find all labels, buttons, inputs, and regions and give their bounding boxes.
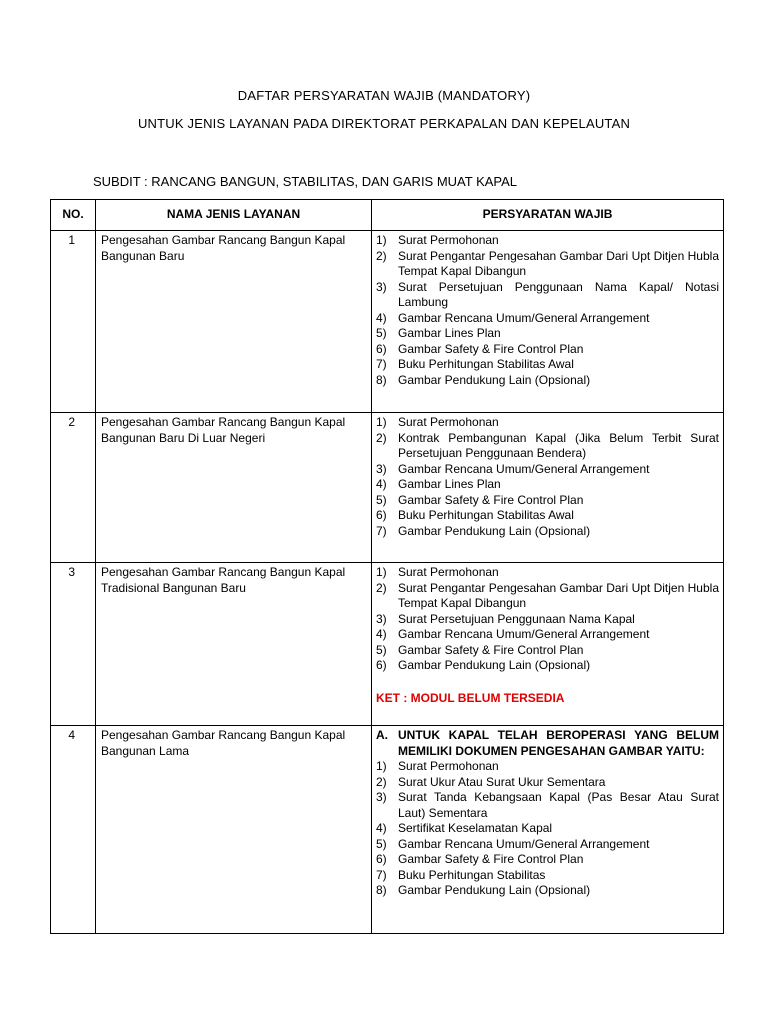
row-number: 4: [51, 726, 96, 934]
table-row: [51, 413, 724, 563]
document-title: DAFTAR PERSYARATAN WAJIB (MANDATORY): [237, 88, 531, 103]
subdit-heading: SUBDIT : RANCANG BANGUN, STABILITAS, DAN GARIS MUAT KAPAL: [93, 174, 518, 189]
list-item: 6) Gambar Pendukung Lain (Opsional): [376, 658, 591, 672]
section-label: A.: [376, 728, 388, 742]
header-service-name: NAMA JENIS LAYANAN: [96, 200, 372, 231]
requirements-list: [376, 565, 719, 674]
requirements-table: [50, 199, 724, 934]
list-item: 5) Gambar Lines Plan: [376, 326, 501, 340]
list-item: 4) Sertifikat Keselamatan Kapal: [376, 821, 553, 835]
section-heading: [376, 728, 719, 759]
list-item: 5) Gambar Safety & Fire Control Plan: [376, 492, 584, 507]
table-row: [51, 726, 724, 934]
list-item: 2) Surat Pengantar Pengesahan Gambar Dari Upt Ditjen Hubla Tempat Kapal Dibangun: [376, 580, 719, 610]
list-item: 3) Surat Persetujuan Penggunaan Nama Kapal: [376, 611, 635, 626]
service-name: Pengesahan Gambar Rancang Bangun Kapal Bangunan Baru: [96, 231, 372, 413]
document-subtitle: UNTUK JENIS LAYANAN PADA DIREKTORAT PERKAPALAN DAN KEPELAUTAN: [137, 116, 631, 131]
section-title: UNTUK KAPAL TELAH BEROPERASI YANG BELUM MEMILIKI DOKUMEN PENGESAHAN GAMBAR YAITU:: [398, 728, 719, 758]
list-item: 1) Surat Permohonan: [376, 415, 499, 429]
list-item: 7) Buku Perhitungan Stabilitas: [376, 867, 546, 882]
list-item: 5) Gambar Rencana Umum/General Arrangement: [376, 836, 650, 851]
list-item: 3) Surat Persetujuan Penggunaan Nama Kapal/ Notasi Lambung: [376, 279, 719, 309]
list-item: 7) Gambar Pendukung Lain (Opsional): [376, 523, 591, 538]
list-item: 4) Gambar Rencana Umum/General Arrangement: [376, 627, 650, 641]
requirements-cell: [372, 563, 724, 726]
list-item: 5) Gambar Safety & Fire Control Plan: [376, 642, 584, 657]
list-item: 8) Gambar Pendukung Lain (Opsional): [376, 372, 591, 387]
list-item: 3) Surat Tanda Kebangsaan Kapal (Pas Besar Atau Surat Laut) Sementara: [376, 790, 719, 820]
list-item: 3) Gambar Rencana Umum/General Arrangement: [376, 461, 650, 476]
header-no: NO.: [51, 200, 96, 231]
list-item: 6) Buku Perhitungan Stabilitas Awal: [376, 508, 574, 522]
list-item: 2) Kontrak Pembangunan Kapal (Jika Belum Terbit Surat Persetujuan Penggunaan Bendera): [376, 430, 719, 460]
row-number: 2: [51, 413, 96, 563]
module-unavailable-note: KET : MODUL BELUM TERSEDIA: [376, 690, 565, 705]
row-number: 1: [51, 231, 96, 413]
header-requirements: PERSYARATAN WAJIB: [372, 200, 724, 231]
table-row: [51, 231, 724, 413]
row-number: 3: [51, 563, 96, 726]
table-row: [51, 563, 724, 726]
list-item: 2) Surat Ukur Atau Surat Ukur Sementara: [376, 774, 606, 789]
table-header-row: [51, 200, 724, 231]
requirements-cell: [372, 231, 724, 413]
list-item: 1) Surat Permohonan: [376, 759, 499, 773]
list-item: 6) Gambar Safety & Fire Control Plan: [376, 852, 584, 866]
list-item: 1) Surat Permohonan: [376, 233, 499, 247]
requirements-list: [376, 415, 719, 539]
list-item: 4) Gambar Lines Plan: [376, 477, 501, 491]
requirements-list: [376, 759, 719, 899]
list-item: 6) Gambar Safety & Fire Control Plan: [376, 341, 584, 356]
list-item: 8) Gambar Pendukung Lain (Opsional): [376, 883, 591, 897]
service-name: Pengesahan Gambar Rancang Bangun Kapal Bangunan Lama: [96, 726, 372, 934]
requirements-list: [376, 233, 719, 388]
list-item: 4) Gambar Rencana Umum/General Arrangement: [376, 310, 650, 325]
service-name: Pengesahan Gambar Rancang Bangun Kapal Bangunan Baru Di Luar Negeri: [96, 413, 372, 563]
list-item: 1) Surat Permohonan: [376, 565, 499, 579]
list-item: 2) Surat Pengantar Pengesahan Gambar Dari Upt Ditjen Hubla Tempat Kapal Dibangun: [376, 248, 719, 278]
service-name: Pengesahan Gambar Rancang Bangun Kapal Tradisional Bangunan Baru: [96, 563, 372, 726]
list-item: 7) Buku Perhitungan Stabilitas Awal: [376, 357, 574, 371]
requirements-cell: [372, 413, 724, 563]
requirements-cell: [372, 726, 724, 934]
